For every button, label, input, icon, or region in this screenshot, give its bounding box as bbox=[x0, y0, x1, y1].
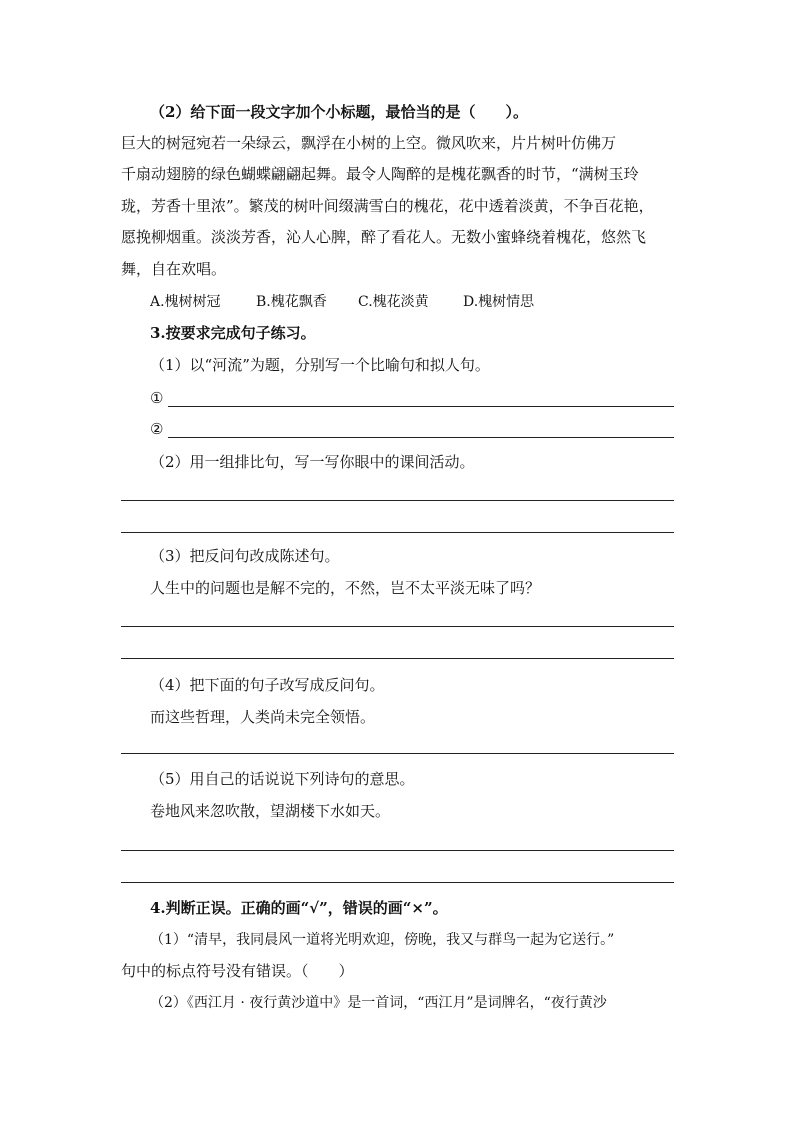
section-3-title: 3.按要求完成句子练习。 bbox=[150, 324, 316, 342]
answer-line-3[interactable] bbox=[121, 500, 674, 501]
answer-line-7[interactable] bbox=[121, 753, 674, 754]
option-b: B.槐花飘香 bbox=[256, 294, 327, 310]
section-4-title: 4.判断正误。正确的画“√”，错误的画“×”。 bbox=[150, 899, 448, 917]
section-3-q5-sentence: 卷地风来忽吹散，望湖楼下水如天。 bbox=[150, 802, 391, 820]
blank-1-label: ① bbox=[150, 389, 164, 407]
section-4-item-1-line-2: 句中的标点符号没有错误。（ ） bbox=[121, 962, 354, 980]
option-d: D.槐树情思 bbox=[463, 294, 535, 310]
section-3-q4-sentence: 而这些哲理，人类尚未完全领悟。 bbox=[150, 708, 376, 726]
passage-line-2: 千扇动翅膀的绿色蝴蝶翩翩起舞。最令人陶醉的是槐花飘香的时节，“满树玉玲 bbox=[121, 165, 639, 183]
section-3-q3: （3）把反问句改成陈述句。 bbox=[150, 547, 340, 565]
passage-line-4: 愿挽柳烟重。淡淡芳香，沁人心脾，醉了看花人。无数小蜜蜂绕着槐花，悠然飞 bbox=[121, 228, 647, 246]
section-3-q5: （5）用自己的话说说下列诗句的意思。 bbox=[150, 770, 415, 788]
section-4-item-1-line-1: （1）“清早，我同晨风一道将光明欢迎，傍晚，我又与群鸟一起为它送行。” bbox=[150, 932, 615, 948]
section-3-q3-sentence: 人生中的问题也是解不完的，不然，岂不太平淡无味了吗？ bbox=[150, 579, 541, 597]
passage-line-5: 舞，自在欢唱。 bbox=[121, 260, 227, 278]
blank-2-label: ② bbox=[150, 420, 164, 438]
section-4-item-2-line-1: （2）《西江月 · 夜行黄沙道中》是一首词，“西江月”是词牌名，“夜行黄沙 bbox=[150, 995, 607, 1011]
answer-line-8[interactable] bbox=[121, 850, 674, 851]
section-3-q2: （2）用一组排比句，写一写你眼中的课间活动。 bbox=[150, 453, 475, 471]
section-3-q4: （4）把下面的句子改写成反问句。 bbox=[150, 676, 385, 694]
passage-line-3: 珑，芳香十里浓”。繁茂的树叶间缀满雪白的槐花，花中透着淡黄，不争百花艳， bbox=[121, 197, 654, 215]
passage-line-1: 巨大的树冠宛若一朵绿云，飘浮在小树的上空。微风吹来，片片树叶仿佛万 bbox=[121, 134, 617, 152]
answer-line-2[interactable] bbox=[168, 437, 674, 438]
question-2-prompt: （2）给下面一段文字加个小标题，最恰当的是（ ）。 bbox=[150, 103, 528, 121]
answer-line-5[interactable] bbox=[121, 626, 674, 627]
answer-line-4[interactable] bbox=[121, 532, 674, 533]
section-3-q1: （1）以“河流”为题，分别写一个比喻句和拟人句。 bbox=[150, 356, 490, 374]
option-c: C.槐花淡黄 bbox=[358, 294, 429, 310]
answer-line-9[interactable] bbox=[121, 882, 674, 883]
answer-line-1[interactable] bbox=[168, 406, 674, 407]
answer-line-6[interactable] bbox=[121, 658, 674, 659]
option-a: A.槐树树冠 bbox=[150, 294, 221, 310]
